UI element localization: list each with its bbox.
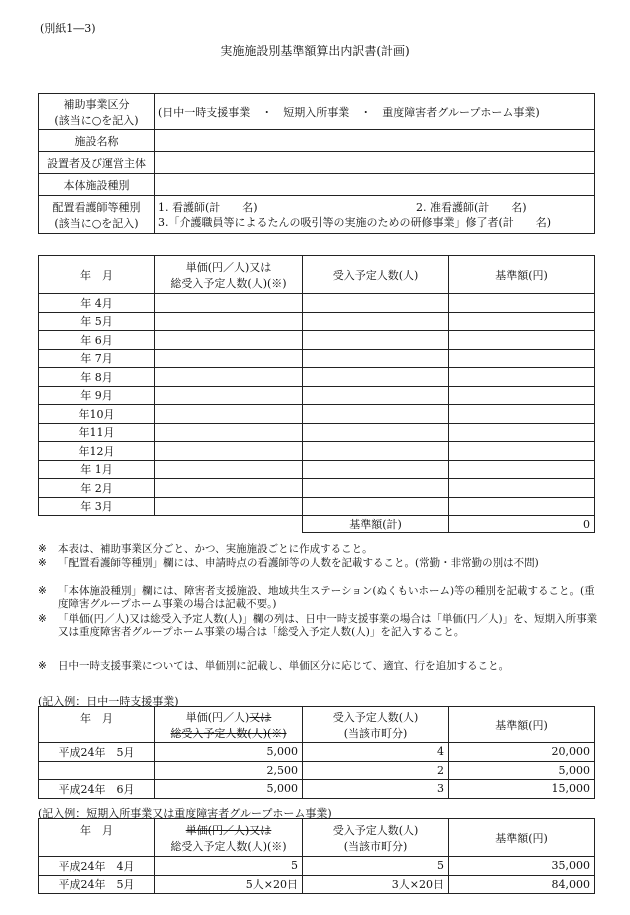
month-cell: 年 9月 <box>39 386 155 405</box>
example-row <box>39 780 595 799</box>
total-label: 基準額(計) <box>303 516 449 533</box>
people-cell[interactable] <box>303 349 449 368</box>
ex-people-cell: 3人×20日 <box>303 875 449 894</box>
month-row <box>39 405 595 424</box>
page-title: 実施施設別基準額算出内訳書(計画) <box>220 44 410 58</box>
unit-cell[interactable] <box>155 312 303 331</box>
month-row <box>39 312 595 331</box>
total-value: 0 <box>449 516 595 533</box>
note-item <box>38 543 598 556</box>
base-cell[interactable] <box>449 294 595 313</box>
people-cell[interactable] <box>303 497 449 516</box>
base-cell[interactable] <box>449 479 595 498</box>
unit-cell[interactable] <box>155 423 303 442</box>
info-label-nurse-type: 配置看護師等種別 (該当に○を記入) <box>39 196 155 234</box>
ex-people-cell: 5 <box>303 857 449 876</box>
ex-month-cell: 平成24年 6月 <box>39 780 155 799</box>
example1-table <box>38 706 595 799</box>
info-label-facility-name: 施設名称 <box>39 130 155 152</box>
ex2-header-month: 年 月 <box>39 819 155 857</box>
note-text: 本表は、補助事業区分ごと、かつ、実施施設ごとに作成すること。 <box>58 543 373 555</box>
note-mark: ※ <box>38 557 47 569</box>
month-cell: 年 4月 <box>39 294 155 313</box>
month-row <box>39 497 595 516</box>
ex-base-cell: 84,000 <box>449 875 595 894</box>
month-row <box>39 479 595 498</box>
ex2-header-people: 受入予定人数(人) (当該市町分) <box>303 819 449 857</box>
info-label-operator: 設置者及び運営主体 <box>39 152 155 174</box>
month-row <box>39 423 595 442</box>
month-cell: 年 8月 <box>39 368 155 387</box>
base-cell[interactable] <box>449 442 595 461</box>
ex-base-cell: 20,000 <box>449 743 595 762</box>
note-text: 「単価(円／人)又は総受入予定人数(人)」欄の列は、日中一時支援事業の場合は「単価(円／人)」を、短期入所事業又は重度障害者グループホーム事業の場合は「総受入予定人数(人)」を記入すること。 <box>58 613 598 638</box>
base-cell[interactable] <box>449 349 595 368</box>
annex-label: (別紙1―3) <box>40 22 96 35</box>
example-row <box>39 875 595 894</box>
month-row <box>39 386 595 405</box>
info-value-facility-type[interactable] <box>155 174 595 196</box>
unit-cell[interactable] <box>155 442 303 461</box>
note-item <box>38 613 598 639</box>
people-cell[interactable] <box>303 331 449 350</box>
ex-people-cell: 3 <box>303 780 449 799</box>
base-cell[interactable] <box>449 460 595 479</box>
month-cell: 年10月 <box>39 405 155 424</box>
note-mark: ※ <box>38 660 47 672</box>
example-row <box>39 857 595 876</box>
month-row <box>39 460 595 479</box>
people-cell[interactable] <box>303 479 449 498</box>
unit-cell[interactable] <box>155 405 303 424</box>
ex1-header-people: 受入予定人数(人) (当該市町分) <box>303 707 449 743</box>
note-text: 「配置看護師等種別」欄には、申請時点の看護師等の人数を記載すること。(常勤・非常勤の別は不問) <box>58 557 539 569</box>
month-cell: 年 6月 <box>39 331 155 350</box>
ex-base-cell: 15,000 <box>449 780 595 799</box>
base-cell[interactable] <box>449 423 595 442</box>
unit-cell[interactable] <box>155 368 303 387</box>
ex2-header-unit: 単価(円／人)又は 総受入予定人数(人)(※) <box>155 819 303 857</box>
col-header-unit: 単価(円／人)又は 総受入予定人数(人)(※) <box>155 256 303 294</box>
unit-cell[interactable] <box>155 386 303 405</box>
note-mark: ※ <box>38 543 47 555</box>
info-value-facility-name[interactable] <box>155 130 595 152</box>
month-row <box>39 368 595 387</box>
base-cell[interactable] <box>449 386 595 405</box>
unit-cell[interactable] <box>155 479 303 498</box>
ex-unit-cell: 5,000 <box>155 743 303 762</box>
example1-caption: (記入例：日中一時支援事業) <box>38 695 179 708</box>
people-cell[interactable] <box>303 460 449 479</box>
month-cell: 年12月 <box>39 442 155 461</box>
people-cell[interactable] <box>303 294 449 313</box>
month-cell: 年 3月 <box>39 497 155 516</box>
info-value-category[interactable]: (日中一時支援事業 ・ 短期入所事業 ・ 重度障害者グループホーム事業) <box>155 94 595 130</box>
base-cell[interactable] <box>449 331 595 350</box>
unit-cell[interactable] <box>155 294 303 313</box>
ex1-header-unit: 単価(円／人)又は 総受入予定人数(人)(※) <box>155 707 303 743</box>
ex-unit-cell: 5,000 <box>155 780 303 799</box>
people-cell[interactable] <box>303 442 449 461</box>
unit-cell[interactable] <box>155 349 303 368</box>
base-cell[interactable] <box>449 312 595 331</box>
note-text: 「本体施設種別」欄には、障害者支援施設、地域共生ステーション(ぬくもいホーム)等の種別を記載すること。(重度障害グループホーム事業の場合は記載不要。) <box>58 585 595 610</box>
note-mark: ※ <box>38 585 47 597</box>
people-cell[interactable] <box>303 312 449 331</box>
month-cell: 年11月 <box>39 423 155 442</box>
people-cell[interactable] <box>303 386 449 405</box>
month-cell: 年 2月 <box>39 479 155 498</box>
ex-unit-cell: 5 <box>155 857 303 876</box>
base-cell[interactable] <box>449 497 595 516</box>
ex-unit-cell: 2,500 <box>155 761 303 780</box>
ex-base-cell: 35,000 <box>449 857 595 876</box>
month-cell: 年 1月 <box>39 460 155 479</box>
ex-month-cell: 平成24年 4月 <box>39 857 155 876</box>
example2-table <box>38 818 595 894</box>
col-header-base: 基準額(円) <box>449 256 595 294</box>
month-row <box>39 349 595 368</box>
example-row <box>39 761 595 780</box>
example2-caption: (記入例：短期入所事業又は重度障害者グループホーム事業) <box>38 807 332 820</box>
info-label-category: 補助事業区分 (該当に○を記入) <box>39 94 155 130</box>
col-header-people: 受入予定人数(人) <box>303 256 449 294</box>
note-mark: ※ <box>38 613 47 625</box>
ex-month-cell: 平成24年 5月 <box>39 743 155 762</box>
monthly-table <box>38 255 595 533</box>
month-row <box>39 442 595 461</box>
info-value-operator[interactable] <box>155 152 595 174</box>
note-item <box>38 585 598 611</box>
unit-cell[interactable] <box>155 460 303 479</box>
info-value-nurse-type[interactable]: 1. 看護師(計 名) 2. 准看護師(計 名) 3.「介護職員等によるたんの吸引等の実施のための研修事業」修了者(計 名) <box>155 196 595 234</box>
ex-unit-cell: 5人×20日 <box>155 875 303 894</box>
ex-people-cell: 4 <box>303 743 449 762</box>
people-cell[interactable] <box>303 423 449 442</box>
ex1-header-month: 年 月 <box>39 707 155 743</box>
example-row <box>39 743 595 762</box>
ex-base-cell: 5,000 <box>449 761 595 780</box>
ex1-header-base: 基準額(円) <box>449 707 595 743</box>
unit-cell[interactable] <box>155 331 303 350</box>
unit-cell[interactable] <box>155 497 303 516</box>
month-row <box>39 294 595 313</box>
info-table <box>38 93 595 234</box>
col-header-month: 年 月 <box>39 256 155 294</box>
note-text: 日中一時支援事業については、単価別に記載し、単価区分に応じて、適宜、行を追加すること。 <box>58 660 510 672</box>
ex2-header-base: 基準額(円) <box>449 819 595 857</box>
month-cell: 年 5月 <box>39 312 155 331</box>
month-row <box>39 331 595 350</box>
people-cell[interactable] <box>303 368 449 387</box>
base-cell[interactable] <box>449 405 595 424</box>
people-cell[interactable] <box>303 405 449 424</box>
base-cell[interactable] <box>449 368 595 387</box>
note-item <box>38 660 598 673</box>
ex-month-cell <box>39 761 155 780</box>
ex-people-cell: 2 <box>303 761 449 780</box>
month-cell: 年 7月 <box>39 349 155 368</box>
ex-month-cell: 平成24年 5月 <box>39 875 155 894</box>
info-label-facility-type: 本体施設種別 <box>39 174 155 196</box>
note-item <box>38 557 598 570</box>
